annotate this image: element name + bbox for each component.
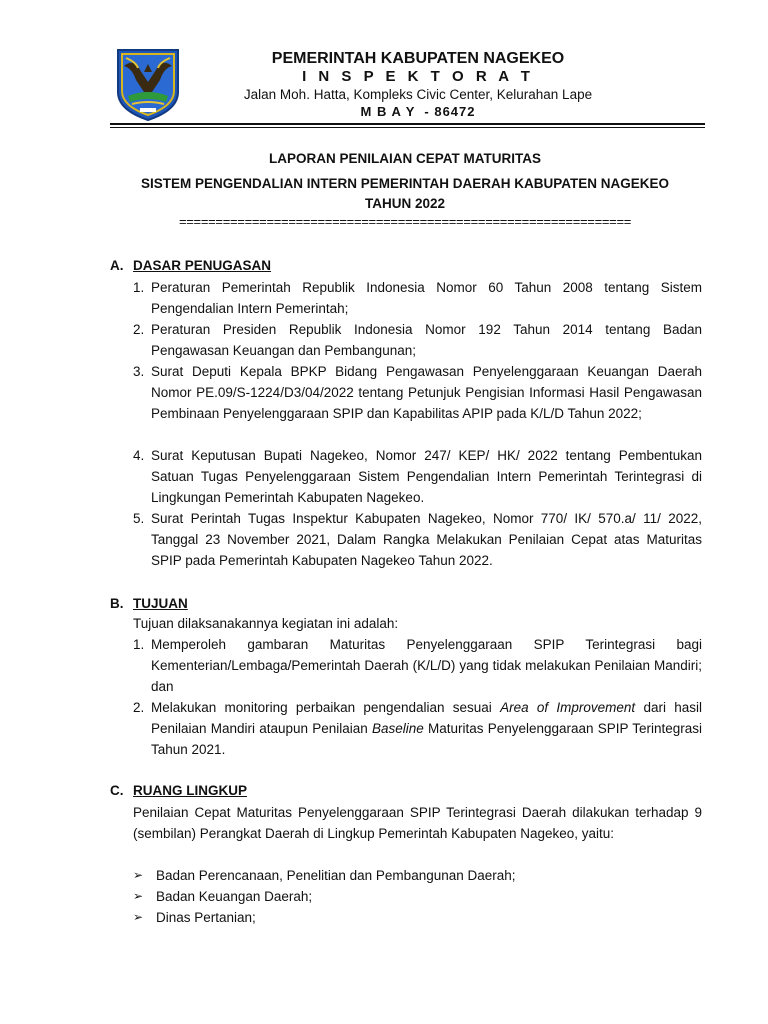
section-b-item-2: [151, 697, 702, 760]
section-c-letter: C.: [110, 783, 124, 798]
report-title-line1: LAPORAN PENILAIAN CEPAT MATURITAS: [269, 151, 541, 166]
arrow-bullet-icon: ➢: [133, 910, 144, 924]
section-b-letter: B.: [110, 596, 124, 611]
letterhead-office-name: I N S P E K T O R A T: [302, 68, 534, 85]
section-b-item-2-number: 2.: [133, 700, 145, 715]
report-title-line2: SISTEM PENGENDALIAN INTERN PEMERINTAH DAERAH KABUPATEN NAGEKEO: [140, 176, 670, 191]
section-c-list-item-1: Badan Perencanaan, Penelitian dan Pembangunan Daerah;: [156, 868, 516, 883]
section-b-item-1-number: 1.: [133, 637, 145, 652]
section-a-item-1-number: 1.: [133, 280, 145, 295]
section-b-item-2-text-mid: dari hasil Penilaian Mandiri ataupun Penilaian: [151, 700, 703, 736]
letterhead-address: Jalan Moh. Hatta, Kompleks Civic Center, Kelurahan Lape: [243, 87, 593, 102]
section-c-heading: RUANG LINGKUP: [133, 783, 247, 798]
section-a-item-5: Surat Perintah Tugas Inspektur Kabupaten Nagekeo, Nomor 770/ IK/ 570.a/ 11/ 2022, Tanggal 23 November 2021, Dalam Rangka Melakukan Penilaian Cepat atas Maturitas SPIP pada Pemerintah Kabupaten Nagekeo Tahun 2022.: [151, 511, 702, 568]
section-b-intro: Tujuan dilaksanakannya kegiatan ini adalah:: [133, 616, 399, 631]
letterhead-city-postcode: M B A Y - 86472: [360, 104, 476, 119]
section-a-item-4-number: 4.: [133, 448, 145, 463]
letterhead-government-name: PEMERINTAH KABUPATEN NAGEKEO: [271, 50, 565, 67]
letterhead-rule-thin: [110, 127, 705, 128]
section-c-list-item-3: Dinas Pertanian;: [156, 910, 256, 925]
section-a-item-2: Peraturan Presiden Republik Indonesia Nomor 192 Tahun 2014 tentang Badan Pengawasan Keuangan dan Pembangunan;: [151, 322, 702, 358]
area-of-improvement-term: Area of Improvement: [500, 700, 636, 715]
letterhead-rule-thick: [110, 123, 705, 125]
section-a-item-1: Peraturan Pemerintah Republik Indonesia Nomor 60 Tahun 2008 tentang Sistem Pengendalian Intern Pemerintah;: [151, 280, 702, 316]
report-title-year: TAHUN 2022: [364, 196, 446, 211]
section-a-item-2-number: 2.: [133, 322, 145, 337]
regency-emblem-logo: [114, 46, 182, 122]
section-a-item-3: Surat Deputi Kepala BPKP Bidang Pengawasan Penyelenggaraan Keuangan Daerah Nomor PE.09/S-1224/D3/04/2022 tentang Petunjuk Pengisian Informasi Hasil Pengawasan Pembinaan Penyelenggaraan SPIP dan Kapabilitas APIP pada K/L/D Tahun 2022;: [151, 364, 702, 421]
section-a-heading: DASAR PENUGASAN: [133, 258, 272, 273]
section-c-list-item-2: Badan Keuangan Daerah;: [156, 889, 313, 904]
section-b-item-1: Memperoleh gambaran Maturitas Penyelenggaraan SPIP Terintegrasi bagi Kementerian/Lembaga/Pemerintah Daerah (K/L/D) yang tidak melakukan Penilaian Mandiri; dan: [151, 637, 702, 694]
baseline-term: Baseline: [371, 721, 424, 736]
section-a-letter: A.: [110, 258, 124, 273]
section-b-item-2-text-start: Melakukan monitoring perbaikan pengendalian sesuai: [151, 700, 501, 715]
section-a-item-4: Surat Keputusan Bupati Nagekeo, Nomor 247/ KEP/ HK/ 2022 tentang Pembentukan Satuan Tugas Penyelenggaraan Sistem Pengendalian Intern Pemerintah Terintegrasi di Lingkungan Pemerintah Kabupaten Nagekeo.: [151, 448, 702, 505]
section-c-intro: Penilaian Cepat Maturitas Penyelenggaraan SPIP Terintegrasi Daerah dilakukan terhadap 9 (sembilan) Perangkat Daerah di Lingkup Pemerintah Kabupaten Nagekeo, yaitu:: [133, 805, 702, 841]
section-b-heading: TUJUAN: [133, 596, 188, 611]
title-separator: ==============================================================: [178, 214, 632, 229]
section-a-item-5-number: 5.: [133, 511, 145, 526]
section-b-item-2-text-end: Maturitas Penyelenggaraan SPIP Terintegrasi Tahun 2021.: [151, 721, 702, 757]
arrow-bullet-icon: ➢: [133, 868, 144, 882]
arrow-bullet-icon: ➢: [133, 889, 144, 903]
section-a-item-3-number: 3.: [133, 364, 145, 379]
